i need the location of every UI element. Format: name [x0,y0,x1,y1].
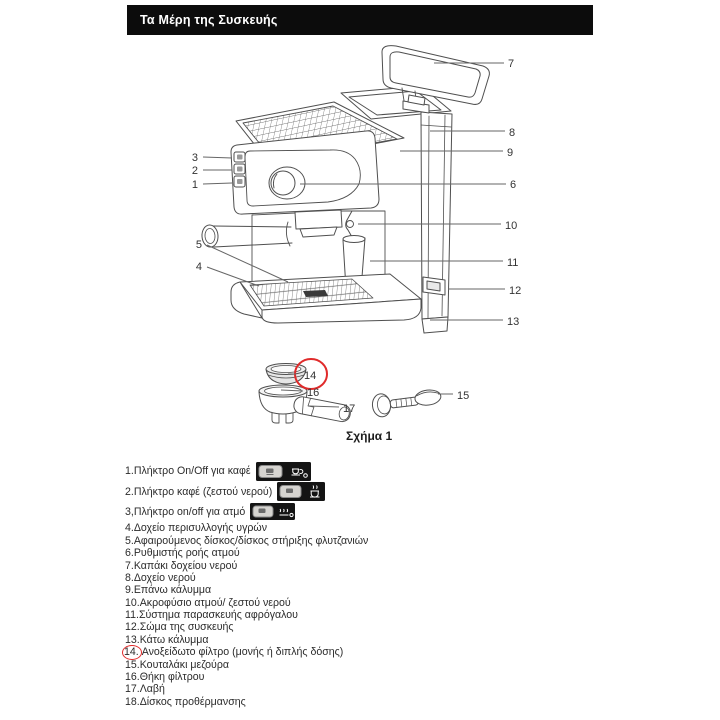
parts-list-item-10 [125,597,605,609]
part-number-12: 12 [509,285,522,297]
part-number: 15. [125,658,140,671]
leader-line-4 [207,267,259,286]
parts-list-item-2 [125,481,605,501]
part-number-2: 2 [191,165,198,177]
parts-list-item-12 [125,621,605,633]
steam-onoff-button-icon [250,503,295,520]
control-panel [231,131,379,214]
measuring-spoon [371,387,442,418]
brew-group [295,210,342,229]
part-number: 1. [125,465,134,478]
part-number-15: 15 [457,390,470,402]
parts-list-item-13 [125,634,605,646]
part-number-14: 14 [304,370,317,382]
part-number: 5. [125,534,134,547]
leader-line-5 [207,245,288,282]
parts-list-item-3 [125,502,605,522]
parts-list-item-1 [125,461,605,481]
espresso-machine-drawing [201,46,489,333]
part-description: Δοχείο νερού [133,571,196,584]
figure-caption: Σχήμα 1 [346,429,393,443]
part-number-5: 5 [195,239,202,251]
part-number-4: 4 [195,261,202,273]
parts-list-item-8 [125,572,605,584]
part-number-3: 3 [191,152,198,164]
part-description: Δοχείο περισυλλογής υγρών [133,522,267,535]
parts-list-item-15 [125,658,605,670]
part-number: 16. [125,671,140,684]
leader-line-1 [203,183,232,184]
part-number: 3, [125,505,134,518]
parts-list-item-7 [125,559,605,571]
part-description: Επάνω κάλυμμα [133,584,212,597]
page-title: Τα Μέρη της Συσκευής [140,13,278,27]
part-number: 2. [125,485,134,498]
part-number-10: 10 [505,220,518,232]
part-description: Ανοξείδωτο φίλτρο (μονής ή διπλής δόσης) [141,646,344,659]
part-number: 9. [125,584,134,597]
parts-list-item-18 [125,696,605,708]
parts-list-item-6 [125,547,605,559]
parts-list-item-11 [125,609,605,621]
parts-list-item-4 [125,522,605,534]
part-number-17: 17 [343,403,356,415]
part-description: Πλήκτρο καφέ (ζεστού νερού) [133,485,273,498]
part-number-9: 9 [507,147,514,159]
part-number: 12. [125,621,140,634]
part-number-11: 11 [507,257,519,269]
part-description: Ακροφύσιο ατμού/ ζεστού νερού [139,596,291,609]
parts-list-item-5 [125,535,605,547]
part-description: Σύστημα παρασκευής αφρόγαλου [138,609,298,622]
part-number: 18. [125,695,140,708]
part-number-6: 6 [510,179,517,191]
part-description: Καπάκι δοχείου νερού [133,559,238,572]
part-number: 6. [125,547,134,560]
part-number: 8. [125,571,134,584]
part-description: Κάτω κάλυμμα [139,633,209,646]
part-description: Αφαιρούμενος δίσκος/δίσκος στήριξης φλυτζανιών [133,534,369,547]
part-number: 17. [125,683,140,696]
coffee-onoff-button-icon [256,462,311,481]
leader-line-3 [203,157,232,158]
part-number: 10. [125,596,140,609]
part-number-8: 8 [509,127,516,139]
part-description: Κουταλάκι μεζούρα [139,658,229,671]
part-number-7: 7 [508,58,515,70]
part-description: Πλήκτρο on/off για ατμό [133,505,246,518]
part-number: 13. [125,633,140,646]
part-number: 14. [122,645,142,660]
part-description: Σώμα της συσκευής [139,621,234,634]
bottom-cover [422,317,448,333]
part-description: Ρυθμιστής ροής ατμού [133,547,240,560]
parts-list-item-16 [125,671,605,683]
part-description: Θήκη φίλτρου [139,671,205,684]
part-description: Λαβή [139,683,165,696]
parts-list-item-17 [125,683,605,695]
parts-list [125,461,605,708]
parts-list-item-9 [125,584,605,596]
part-number: 4. [125,522,134,535]
parts-list-item-14 [125,646,605,658]
part-number: 11. [125,609,139,622]
part-description: Πλήκτρο On/Off για καφέ [133,465,251,478]
part-description: Δίσκος προθέρμανσης [139,695,246,708]
part-number-1: 1 [191,179,198,191]
part-number-13: 13 [507,316,520,328]
portafilter-on-machine [213,226,292,247]
part-number-16: 16 [307,387,320,399]
part-number: 7. [125,559,134,572]
coffee-hotwater-button-icon [277,482,325,501]
